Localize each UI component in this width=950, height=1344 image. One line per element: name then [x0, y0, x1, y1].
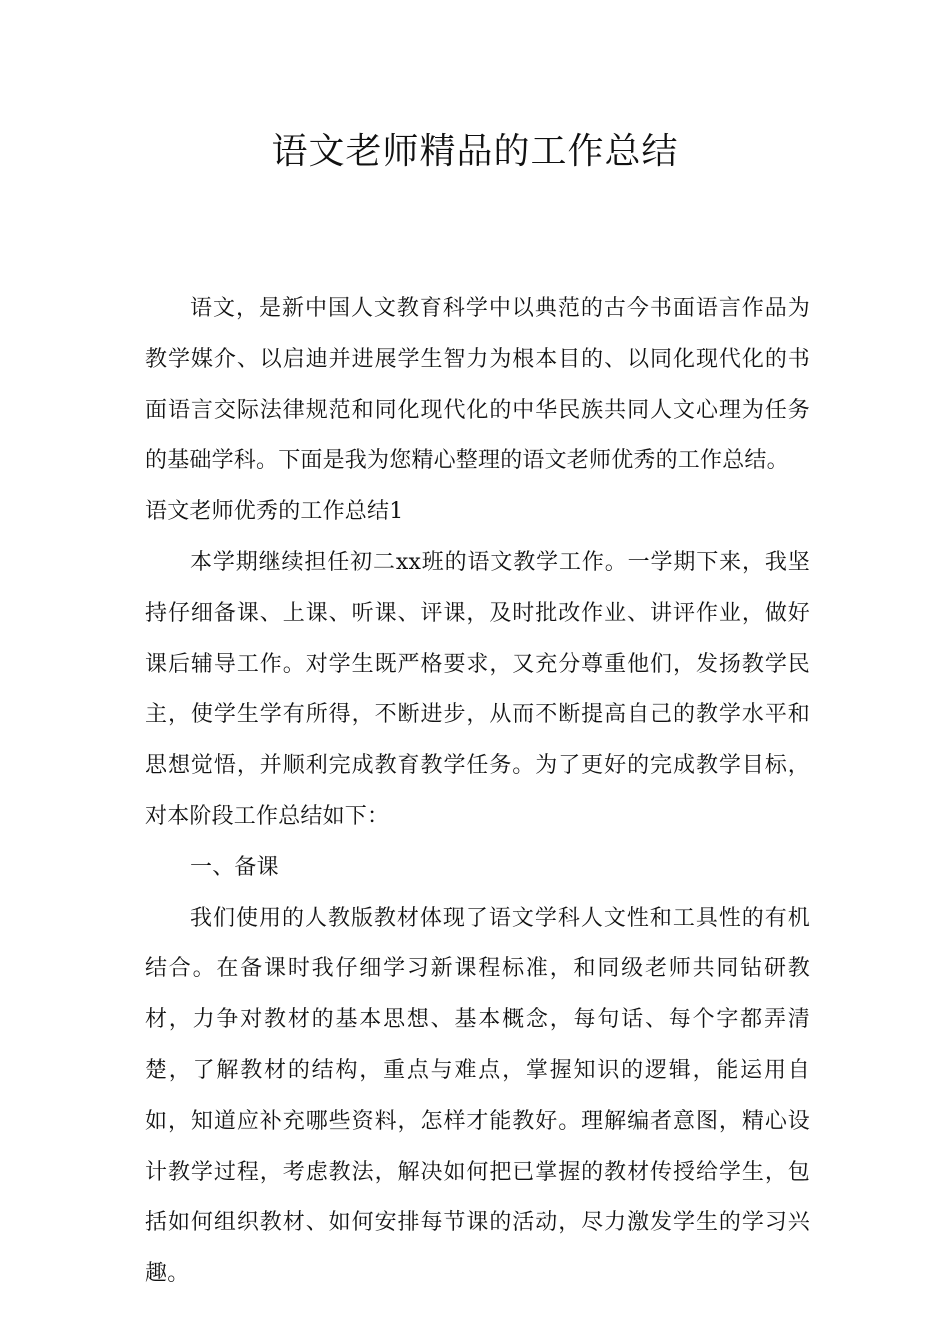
section-heading: 语文老师优秀的工作总结1	[145, 499, 404, 525]
summary-paragraph: 本学期继续担任初二xx班的语文教学工作。一学期下来，我坚持仔细备课、上课、听课、评课，及时批改作业、讲评作业，做好课后辅导工作。对学生既严格要求，又充分尊重他们，发扬教学民主，使学生学有所得，不断进步，从而不断提高自己的教学水平和思想觉悟，并顺利完成教育教学任务。为了更好的完成教学目标，对本阶段工作总结如下：	[145, 549, 810, 829]
subsection-heading: 一、备课	[190, 854, 279, 880]
document-body	[145, 284, 810, 1300]
intro-paragraph: 语文，是新中国人文教育科学中以典范的古今书面语言作品为教学媒介、以启迪并进展学生智力为根本目的、以同化现代化的书面语言交际法律规范和同化现代化的中华民族共同人文心理为任务的基础学科。下面是我为您精心整理的语文老师优秀的工作总结。	[145, 296, 810, 474]
lesson-prep-paragraph: 我们使用的人教版教材体现了语文学科人文性和工具性的有机结合。在备课时我仔细学习新课程标准，和同级老师共同钻研教材，力争对教材的基本思想、基本概念，每句话、每个字都弄清楚，了解教材的结构，重点与难点，掌握知识的逻辑，能运用自如，知道应补充哪些资料，怎样才能教好。理解编者意图，精心设计教学过程，考虑教法，解决如何把已掌握的教材传授给学生，包括如何组织教材、如何安排每节课的活动，尽力激发学生的学习兴趣。	[145, 905, 810, 1287]
document-title: 语文老师精品的工作总结	[271, 131, 679, 172]
